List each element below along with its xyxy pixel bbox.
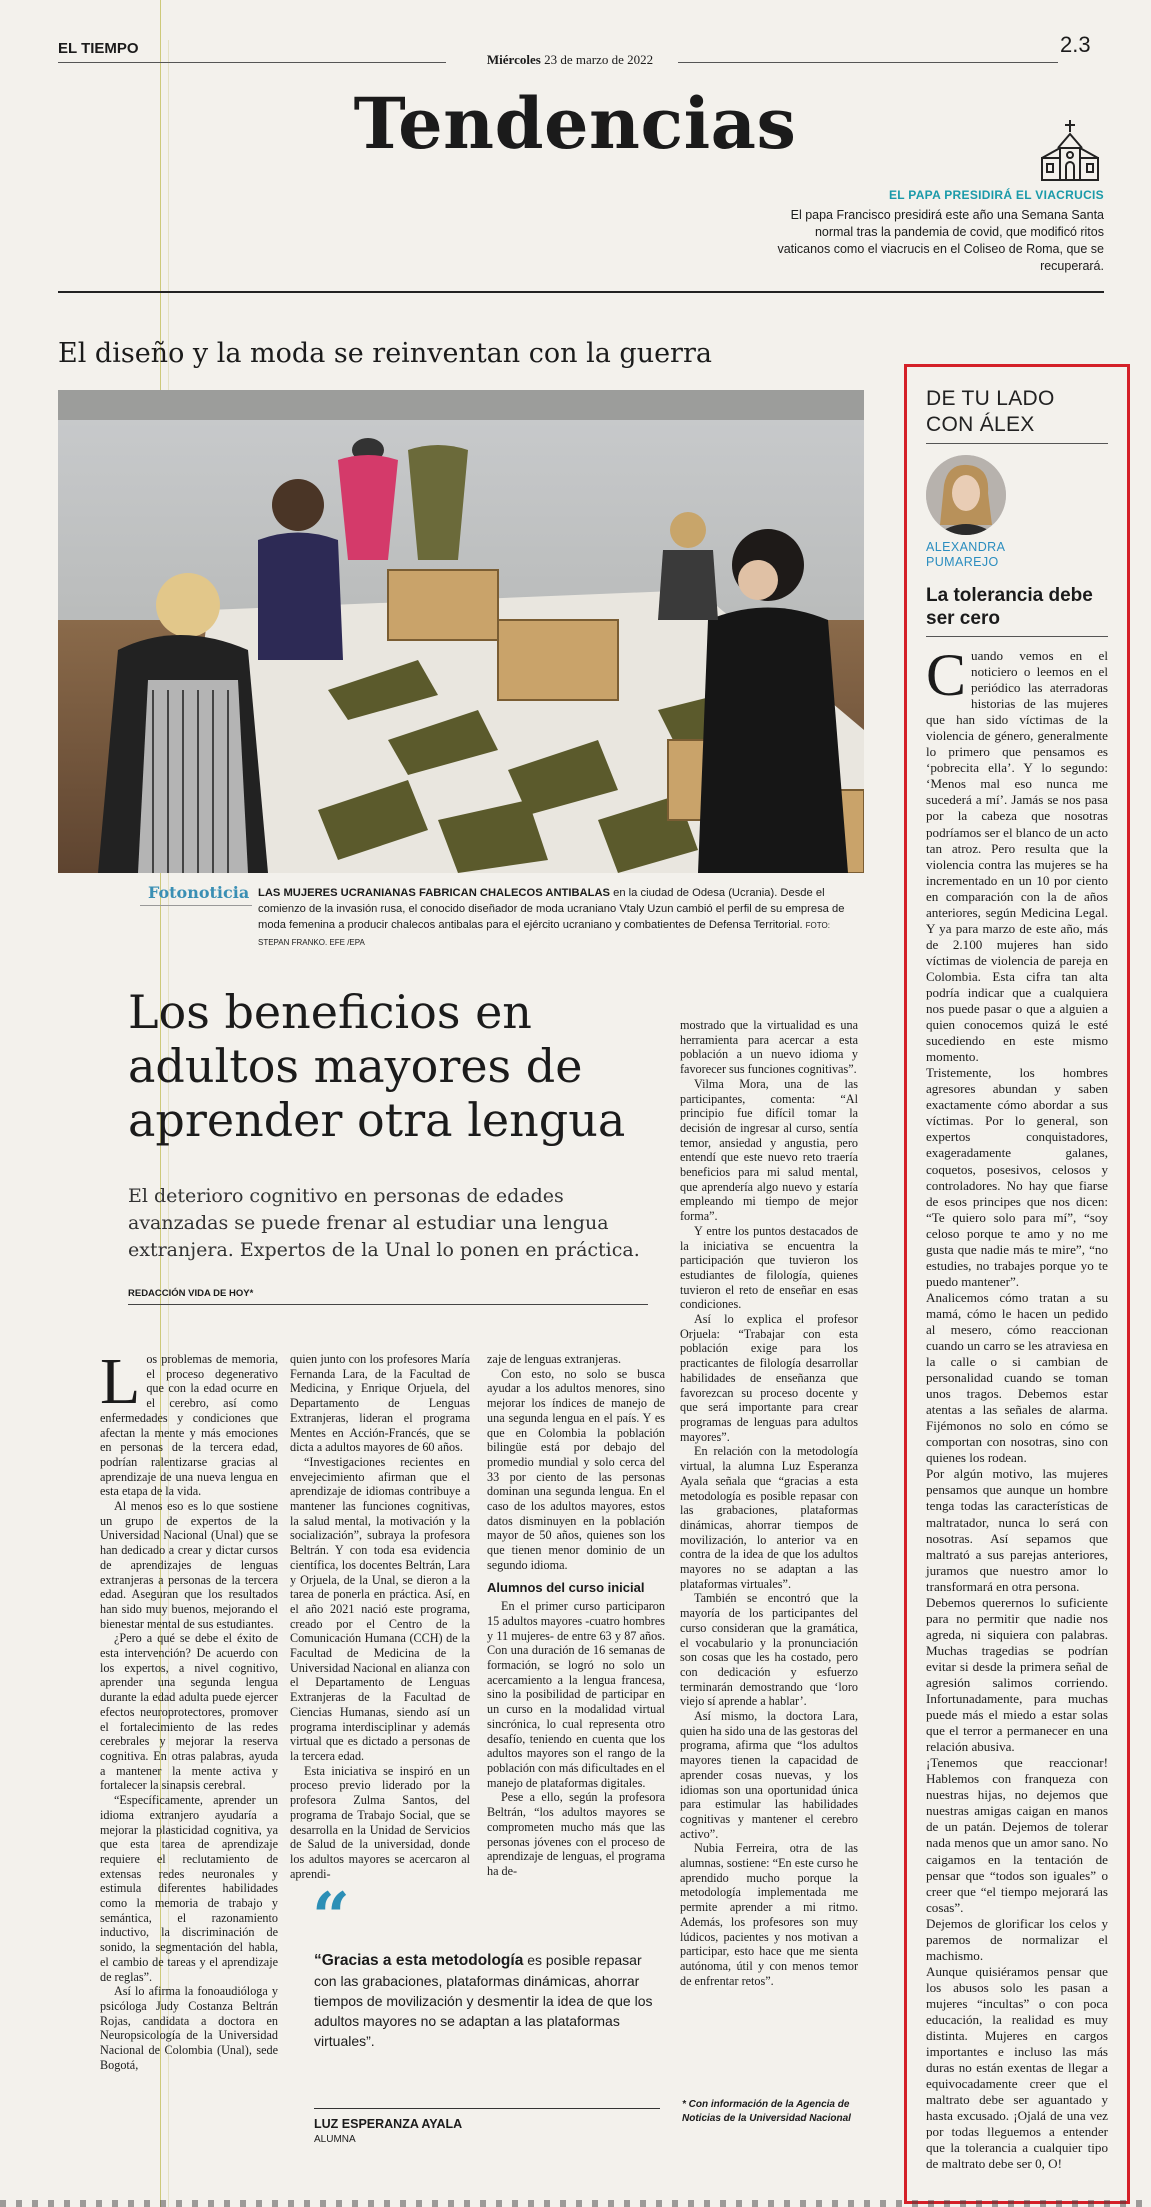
caption-lead: LAS MUJERES UCRANIANAS FABRICAN CHALECOS ANTIBALAS — [258, 887, 611, 899]
paragraph: Nubia Ferreira, otra de las alumnas, sostiene: “En este curso he aprendido mucho porque la metodología implementada me permite aprender a mi ritmo. Además, los profesores son muy lúdicos, pacientes y nos motivan a participar, esto hace que me sienta autónoma, útil y con menos temor de enfrentar retos”. — [680, 1841, 858, 1988]
paragraph: zaje de lenguas extranjeras. — [487, 1352, 621, 1366]
caption-text: en la ciudad de Odesa (Ucrania). Desde el comienzo de la invasión rusa, el conocido diseñador de moda ucraniano Vtaly Uzun cambió el perfil de su empresa de moda femenina a producir chalecos antibalas para el ejército ucraniano y combatientes de Defensa Territorial. — [258, 887, 845, 931]
article-column-2 — [290, 1352, 470, 1881]
paragraph: “Específicamente, aprender un idioma extranjero ayudaría a mejorar la plasticidad cognitiva, ya que esta tarea de aprendizaje requiere el reclutamiento de extensas redes neuronales y estimula diferentes habilidades como la memoria de trabajo y semántica, el razonamiento inductivo, la discriminación de sonido, la segmentación del habla, el cambio de tareas y el aprendizaje de reglas”. — [100, 1793, 278, 1984]
column-rule — [926, 636, 1108, 637]
photo-caption — [258, 885, 848, 951]
paragraph: Con esto, no solo se busca ayudar a los adultos menores, sino mejorar los índices de manejo de una segunda lengua en el país. Y es que en Colombia la población bilingüe está por debajo del promedio mundial y solo cerca del 33 por ciento de las personas dominan una segunda lengua. En el caso de los adultos mayores, estos datos disminuyen en la población mayor de 50 años, quienes son los que tienen menor dominio de un segundo idioma. — [487, 1366, 665, 1572]
column-rule — [926, 443, 1108, 444]
quote-author: LUZ ESPERANZA AYALA — [314, 2117, 463, 2131]
date-day: Miércoles — [486, 52, 541, 67]
issue-date — [460, 52, 680, 68]
section-title: Tendencias — [353, 82, 797, 165]
author-last-name: PUMAREJO — [926, 555, 999, 569]
paragraph: ¿Pero a qué se debe el éxito de esta intervención? De acuerdo con los expertos, a nivel cognitivo, aprender una segunda lengua durante la edad adulta puede ejercer efectos neuroprotectores, promover el fortalecimiento de las redes cerebrales y mejorar la reserva cognitiva. En otras palabras, ayuda a mantener la mente activa y fortalecer la sinapsis cerebral. — [100, 1631, 278, 1793]
paragraph: En el primer curso participaron 15 adultos mayores -cuatro hombres y 11 mujeres- de entre 63 y 87 años. Con una duración de 16 semanas de formación, se logró no solo un acercamiento a la lengua francesa, sino la posibilidad de participar en un curso en la modalidad virtual sincrónica, lo cual representa otro desafío, teniendo en cuenta que los adultos mayores son el rango de la población con más dificultades en el manejo de plataformas digitales. — [487, 1599, 665, 1790]
scan-edge — [0, 2200, 1151, 2207]
author-first-name: ALEXANDRA — [926, 540, 1006, 554]
quote-text: es posible repasar con las grabaciones, plataformas dinámicas, ahorrar tiempos de movilización y desmentir la idea de que los adultos mayores no se adaptan a las plataformas virtuales”. — [314, 1952, 653, 2049]
byline-rule — [128, 1304, 648, 1305]
article-title: Los beneficios en adultos mayores de aprender otra lengua — [128, 985, 626, 1147]
photo-label: Fotonoticia — [148, 883, 250, 902]
paragraph: Así lo afirma la fonoaudióloga y psicóloga Judy Costanza Beltrán Rojas, candidata a doctora en Neuropsicología de la Universidad Nacional de Colombia (Unal), sede Bogotá, — [100, 1984, 278, 2072]
header-rule — [678, 62, 1058, 63]
paragraph: Así mismo, la doctora Lara, quien ha sido una de las gestoras del programa, afirma que “los adultos mayores tienen la capacidad de aprender cosas nuevas, y los idiomas son una oportunidad única para estimular las habilidades cognitivas y mantener el cerebro activo”. — [680, 1709, 858, 1841]
column-body — [926, 642, 1108, 2172]
paragraph: Dejemos de glorificar los celos y paremos de normalizar el machismo. — [926, 1915, 1108, 1963]
header-rule — [58, 62, 446, 63]
paragraph: Por algún motivo, las mujeres pensamos que aunque un hombre tenga todas las características de maltratador, nunca lo será con nosotras. Así sepamos que maltrató a sus parejas anteriores, juramos que nuestro amor lo transformará en otra persona. — [926, 1466, 1108, 1594]
quote-mark-icon: “ — [312, 1878, 350, 1956]
church-icon — [1038, 118, 1102, 184]
drop-cap: L — [100, 1345, 141, 1418]
top-news-body: El papa Francisco presidirá este año una Semana Santa normal tras la pandemia de covid, que modificó ritos vaticanos como el viacrucis en el Coliseo de Roma, que se recuperará. — [777, 208, 1104, 273]
byline: REDACCIÓN VIDA DE HOY* — [128, 1288, 254, 1299]
page-number: 2.3 — [1060, 32, 1091, 57]
quote-lead: “Gracias a esta metodología — [314, 1952, 524, 1969]
paragraph: “Investigaciones recientes en envejecimiento afirman que el aprendizaje de idiomas contribuye a mantener las funciones cognitivas, la salud mental, la motivación y la socialización”, subraya la profesora Beltrán. Y con toda esa evidencia científica, los docentes Beltrán, Lara y Orjuela, de la Unal, se dieron a la tarea de ponerla en práctica. Así, en el año 2021 nació este programa, creado por el Centro de la Comunicación Humana (CCH) de la Facultad de Medicina de la Universidad Nacional en alianza con el Departamento de Lenguas Extranjeras de la Facultad de Ciencias Humanas, siendo así un programa interdisciplinar y además virtual que es dictado a personas de la tercera edad. — [290, 1454, 470, 1763]
paragraph: os problemas de memoria, el proceso degenerativo que con la edad ocurre en el cerebro, así como enfermedades y condiciones que afectan la mente y más emociones en personas de la tercera edad, podrían ralentizarse gracias al aprendizaje de una nueva lengua en esta etapa de la vida. — [100, 1352, 278, 1499]
subhead: Alumnos del curso inicial — [487, 1579, 645, 1595]
photo-credit: FOTO: STEPAN FRANKO. EFE /EPA — [258, 921, 830, 947]
paragraph: Pese a ello, según la profesora Beltrán, “los adultos mayores se comprometen mucho más que las personas jóvenes con el proceso de aprendizaje de lenguas, el programa ha de- — [487, 1790, 665, 1878]
photo-label-rule — [140, 905, 252, 906]
article-column-4 — [680, 1018, 858, 1988]
paragraph: Vilma Mora, una de las participantes, comenta: “Al principio fue difícil tomar la decisión de ingresar al curso, sentía temor, ansiedad y angustia, pero entendí que este nuevo reto traería beneficios para mi salud mental, que aprendería algo nuevo y estaría empleando mi tiempo de mejor forma”. — [680, 1076, 858, 1224]
paragraph: Analicemos cómo tratan a su mamá, cómo le hacen un pedido al mesero, cómo reaccionan cuando un carro se les atraviesa en la calle o si cambian de personalidad cuando se toman unos tragos. Debemos estar atentas a las señales de alarma. Fijémonos no solo en cómo se comportan con nosotras, sino con quienes los rodean. — [926, 1289, 1108, 1466]
column-title: DE TU LADO CON ÁLEX — [926, 387, 1055, 436]
paragraph: mostrado que la virtualidad es una herramienta para acercar a esta población a un nuevo idioma y favorecer sus funciones cognitivas”. — [680, 1018, 858, 1077]
newspaper-name: EL TIEMPO — [58, 40, 139, 57]
paragraph: Aunque quisiéramos pensar que los abusos solo les pasan a mujeres “incultas” o con poca educación, la realidad es muy distinta. Mujeres en cargos importantes e incluso las más duras no están exentas de llegar a equivocadamente creer que el maltrato debe ser aguantado y hasta excusado. ¡Ojalá de una vez por todas lleguemos a entender que la tolerancia a cualquier tipo de maltrato debe ser 0, O! — [926, 1963, 1108, 2172]
author-portrait — [926, 455, 1006, 535]
paragraph: Tristemente, los hombres agresores abundan y saben exactamente cómo abordar a sus víctimas. Por lo general, son expertos conquistadores, exageradamente galanes, coquetos, posesivos, celosos y controladores. No hay que fiarse de esos principes que nos dicen: “Te quiero solo para mí”, “soy celoso porque te amo y no me gusta que nadie más te mire”, “no estudies, no trabajes porque yo te puedo mantener”. — [926, 1065, 1108, 1289]
workshop-photo — [58, 390, 864, 873]
date-rest: 23 de marzo de 2022 — [544, 52, 654, 67]
pull-quote — [314, 1950, 664, 2051]
paragraph: uando vemos en el noticiero o leemos en el periódico las aterradoras historias de las mujeres que han sido víctimas de la violencia de género, generalmente lo primero que pensamos es ‘pobrecita ella’. Y lo segundo: ‘Menos mal eso nunca me sucederá a mí’. Jamás se nos pasa por la cabeza que nosotras podríamos ser el blanco de un acto tan atroz. Pero resulta que la violencia contra las mujeres se ha incrementado en un 10 por ciento en comparación con la de años anteriores, según Medicina Legal. Y ya para marzo de este año, más de 2.100 mujeres han sido víctimas de violencia de pareja en Colombia. Esta cifra tan alta podría indicar que a cualquiera nos puede pasar o que a alguien a quien conocemos quizá le esté sucediendo en este mismo momento. — [926, 648, 1108, 1065]
top-divider — [58, 291, 1104, 293]
paragraph: quien junto con los profesores María Fernanda Lara, de la Facultad de Medicina, y Enrique Orjuela, del Departamento de Lenguas Extranjeras, lideran el programa Mentes en Acción-Francés, que se dicta a adultos mayores de 60 años. — [290, 1352, 470, 1455]
quote-rule — [314, 2108, 660, 2109]
paragraph: ¡Tenemos que reaccionar! Hablemos con franqueza con nuestras hijas, no dejemos que nuestras amigas caigan en manos de un patán. Dejemos de tolerar nada menos que un amor sano. No caigamos en la tentación de pensar que “todos son iguales” o creer que “el tiempo mejorará las cosas”. — [926, 1755, 1108, 1915]
column-author — [926, 540, 1086, 570]
footnote: * Con información de la Agencia de Noticias de la Universidad Nacional — [682, 2099, 851, 2124]
article-column-1 — [100, 1345, 278, 2072]
paragraph: Esta iniciativa se inspiró en un proceso previo liderado por la profesora Zulma Santos, del programa de Trabajo Social, que se desarrolla en la Unidad de Servicios de Salud de la universidad, donde los adultos mayores se acercaron al aprendi- — [290, 1763, 470, 1881]
paragraph: Y entre los puntos destacados de la iniciativa se encuentra la participación que tuvieron los estudiantes de filología, quienes tuvieron el reto de enseñar en esas condiciones. — [680, 1223, 858, 1312]
fashion-headline: El diseño y la moda se reinventan con la guerra — [58, 338, 712, 369]
paragraph: También se encontró que la mayoría de los participantes del curso consideran que la gramática, el vocabulario y la pronunciación son cosas que les ha costado, pero con dedicación y esfuerzo terminarán demostrando que ‘loro viejo sí aprende a hablar’. — [680, 1591, 858, 1709]
paragraph: Al menos eso es lo que sostiene un grupo de expertos de la Universidad Nacional (Unal) que se han dedicado a crear y dictar cursos de aprendizajes de lenguas extranjeras a personas de la tercera edad. Aseguran que los resultados han sido muy buenos, mejorando el bienestar mental de sus estudiantes. — [100, 1499, 278, 1631]
article-deck: El deterioro cognitivo en personas de edades avanzadas se puede frenar al estudiar una lengua extranjera. Expertos de la Unal lo ponen en práctica. — [128, 1185, 640, 1261]
column-headline: La tolerancia debe ser cero — [926, 585, 1093, 629]
article-column-3 — [487, 1352, 665, 1879]
quote-role: ALUMNA — [314, 2134, 356, 2145]
drop-cap: C — [926, 642, 967, 708]
top-news-headline: EL PAPA PRESIDIRÁ EL VIACRUCIS — [888, 188, 1104, 202]
avatar — [926, 455, 1006, 535]
paragraph: Debemos querernos lo suficiente para no permitir que nadie nos agreda, ni siquiera con palabras. Muchas tragedias se podrían evitar si desde la primera señal de agresión salimos corriendo. Infortunadamente, para muchas puede más el miedo a estar solas que el terror a permanecer en una relación abusiva. — [926, 1594, 1108, 1755]
paragraph: Así lo explica el profesor Orjuela: “Trabajar con esta población exige para los practicantes de filología desarrollar habilidades de enseñanza que favorezcan su proceso docente y que será importante para crear programas de lenguas para adultos mayores”. — [680, 1312, 858, 1444]
paragraph: En relación con la metodología virtual, la alumna Luz Esperanza Ayala señala que “gracias a esta metodología es posible repasar con las grabaciones, plataformas dinámicas, ahorrar tiempos de movilización, lo anterior va en contra de la idea de que los adultos mayores no se adaptan a las plataformas virtuales”. — [680, 1444, 858, 1591]
